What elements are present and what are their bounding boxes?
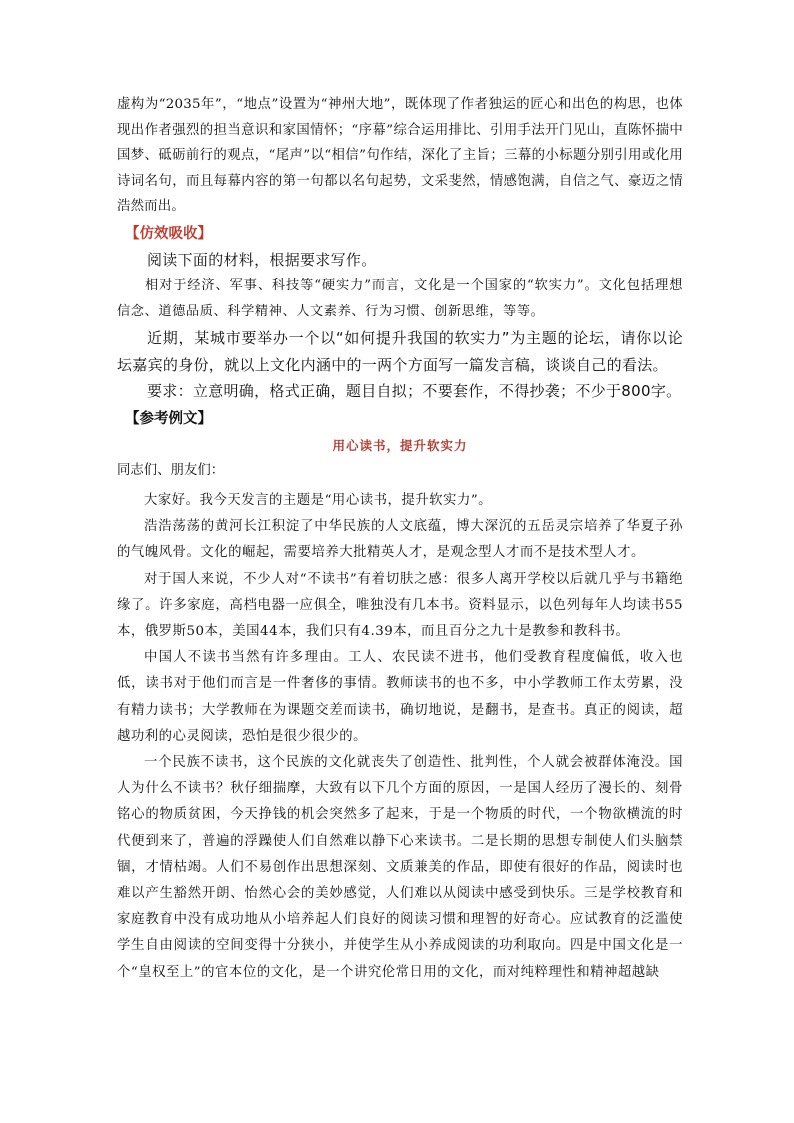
essay-salutation: 同志们、朋友们：	[117, 462, 225, 478]
section-heading-imitate: 【仿效吸收】	[125, 224, 212, 242]
essay-paragraph: 对于国人来说，不少人对“不读书”有着切肤之感：很多人离开学校以后就几乎与书籍绝缘了。许多家庭，高档电器一应俱全，唯独没有几本书。资料显示，以色列每年人均读书55本，俄罗斯50本，美国44本，我们只有4.39本，而且百分之九十是教参和教科书。	[117, 571, 683, 639]
essay-paragraph: 大家好。我今天发言的主题是“用心读书，提升软实力”。	[144, 492, 493, 508]
essay-paragraph: 浩浩荡荡的黄河长江积淀了中华民族的人文底蕴，博大深沉的五岳灵宗培养了华夏子孙的气魄风骨。文化的崛起，需要培养大批精英人才，是观念型人才而不是技术型人才。	[117, 519, 683, 561]
intro-paragraph: 虚构为“2035年”，“地点”设置为“神州大地”，既体现了作者独运的匠心和出色的构思，也体现出作者强烈的担当意识和家国情怀；“序幕”综合运用排比、引用手法开门见山，直陈怀揣中国梦、砥砺前行的观点，“尾声”以“相信”句作结，深化了主旨；三幕的小标题分别引用或化用诗词名句，而且每幕内容的第一句都以名句起势，文采斐然，情感饱满，自信之气、豪迈之情浩然而出。	[117, 97, 683, 215]
section-heading-reference: 【参考例文】	[125, 409, 212, 427]
prompt-task: 近期，某城市要举办一个以“如何提升我国的软实力”为主题的论坛，请你以论坛嘉宾的身份，就以上文化内涵中的一两个方面写一篇发言稿，谈谈自己的看法。	[117, 329, 683, 374]
document-page	[117, 92, 683, 986]
prompt-material: 相对于经济、军事、科技等“硬实力”而言，文化是一个国家的“软实力”。文化包括理想信念、道德品质、科学精神、人文素养、行为习惯、创新思维，等等。	[117, 278, 683, 320]
essay-body	[117, 488, 683, 986]
writing-prompt	[117, 247, 683, 405]
essay-title: 用心读书，提升软实力	[332, 437, 468, 453]
essay-paragraph: 一个民族不读书，这个民族的文化就丧失了创造性、批判性，个人就会被群体淹没。国人为什么不读书？秋仔细揣摩，大致有以下几个方面的原因，一是国人经历了漫长的、刻骨铭心的物质贫困，今天挣钱的机会突然多了起来，于是一个物质的时代，一个物欲横流的时代便到来了，普遍的浮躁使人们自然难以静下心来读书。二是长期的思想专制使人们头脑禁锢，才情枯竭。人们不易创作出思想深刻、文质兼美的作品，即使有很好的作品，阅读时也难以产生豁然开朗、怡然心会的美妙感觉，人们难以从阅读中感受到快乐。三是学校教育和家庭教育中没有成功地从小培养起人们良好的阅读习惯和理智的好奇心。应试教育的泛滥使学生自由阅读的空间变得十分狭小，并使学生从小养成阅读的功利取向。四是中国文化是一个“皇权至上”的官本位的文化，是一个讲究伦常日用的文化，而对纯粹理性和精神超越缺	[117, 755, 683, 980]
prompt-instruction: 阅读下面的材料，根据要求写作。	[147, 250, 377, 269]
prompt-requirements: 要求：立意明确，格式正确，题目自拟；不要套作，不得抄袭；不少于800字。	[147, 382, 682, 401]
essay-paragraph: 中国人不读书当然有许多理由。工人、农民读不进书，他们受教育程度偏低，收入也低，读书对于他们而言是一件奢侈的事情。教师读书的也不多，中小学教师工作太劳累，没有精力读书；大学教师在为课题交差而读书，确切地说，是翻书，是查书。真正的阅读，超越功利的心灵阅读，恐怕是很少很少的。	[117, 650, 683, 744]
intro-section	[117, 92, 683, 220]
